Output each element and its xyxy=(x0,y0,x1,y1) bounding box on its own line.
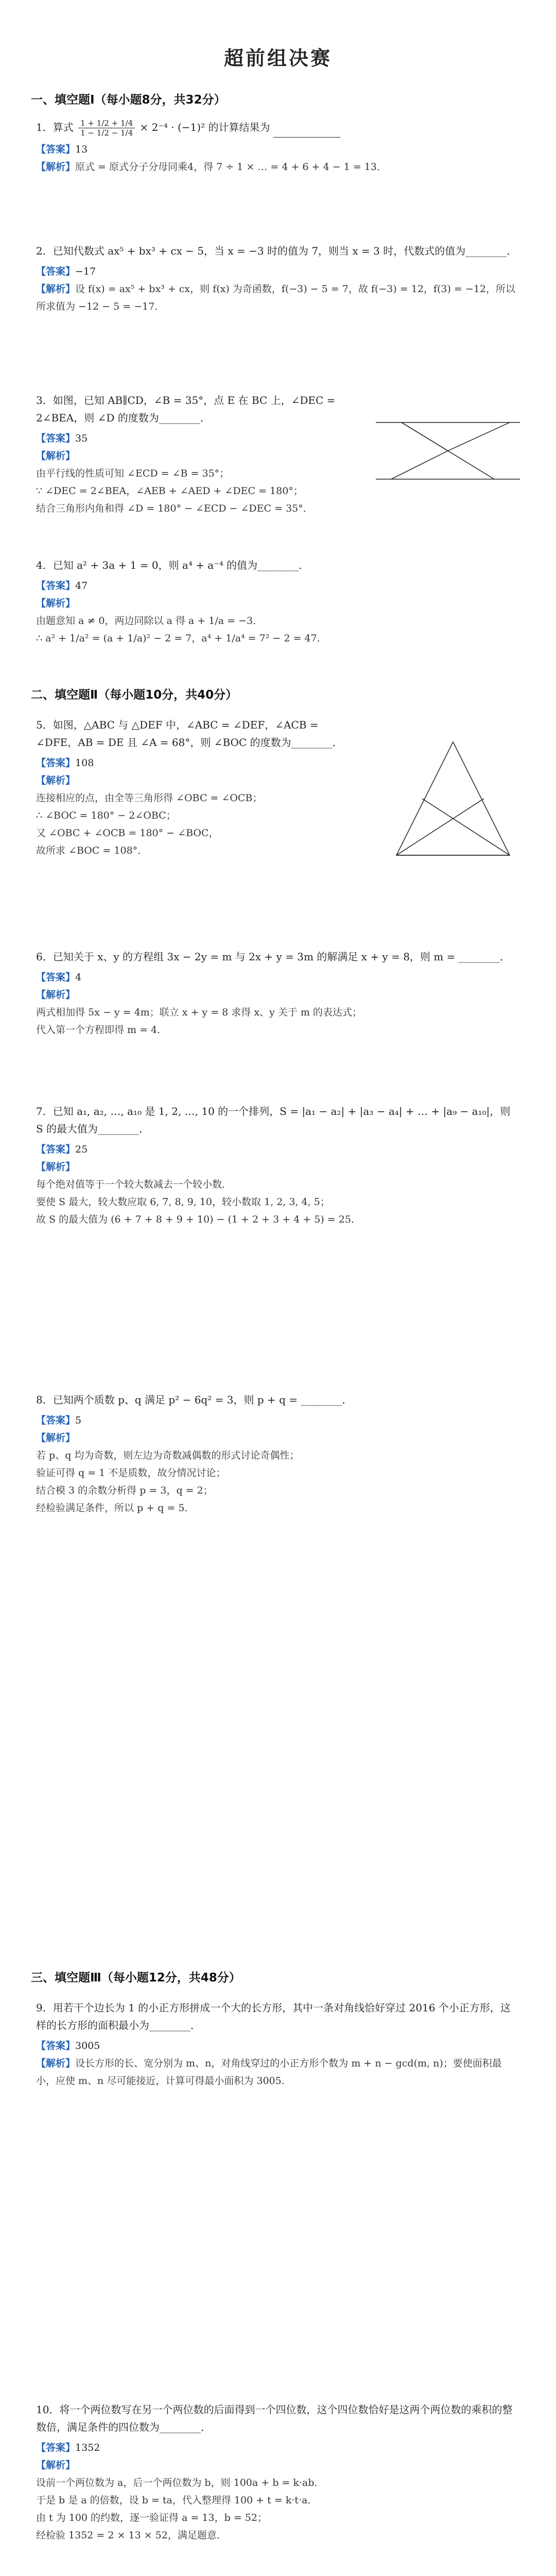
q7-explanation-line: 每个绝对值等于一个较大数减去一个较小数． xyxy=(36,1179,232,1190)
q8-explanation-line: 经检验满足条件，所以 p + q = 5． xyxy=(36,1502,195,1514)
q3-answer: 35 xyxy=(75,433,88,444)
q8-explanation-line: 若 p、q 均为奇数，则左边为奇数减偶数的形式讨论奇偶性； xyxy=(36,1450,300,1461)
q8-answer: 5 xyxy=(75,1415,82,1426)
q10-explanation-line: 于是 b 是 a 的倍数，设 b = ta，代入整理得 100 + t = k·t·a． xyxy=(36,2495,318,2506)
q3-explanation-line: ∵ ∠DEC = 2∠BEA，∠AEB + ∠AED + ∠DEC = 180°； xyxy=(36,485,303,497)
q3-explanation-label: 【解析】 xyxy=(36,450,76,462)
q10-explanation-line: 经检验 1352 = 2 × 13 × 52，满足题意． xyxy=(36,2530,227,2541)
q1-answer: 13 xyxy=(75,144,88,155)
q7-explanation-line: 要使 S 最大，较大数应取 6, 7, 8, 9, 10，较小数取 1, 2, 3, 4, 5； xyxy=(36,1196,330,1208)
q5-stem: 5．如图，△ABC 与 △DEF 中，∠ABC = ∠DEF，∠ACB = ∠DFE，AB = DE 且 ∠A = 68°，则 ∠BOC 的度数为________． xyxy=(36,719,343,749)
q2-answer-label: 【答案】 xyxy=(36,266,76,277)
q1-fraction-denominator: 1 − 1/2 − 1/4 xyxy=(80,128,133,138)
q1-stem-suffix: × 2⁻⁴ · (−1)² 的计算结果为 xyxy=(140,121,270,133)
q6-explanation-label: 【解析】 xyxy=(36,989,76,1001)
q3-explanation-line: 结合三角形内角和得 ∠D = 180° − ∠ECD − ∠DEC = 35°． xyxy=(36,503,313,514)
q5-answer-label: 【答案】 xyxy=(36,757,76,769)
q4-answer-label: 【答案】 xyxy=(36,580,76,591)
question-10 xyxy=(36,2401,520,2544)
q8-explanation-line: 结合模 3 的余数分析得 p = 3，q = 2； xyxy=(36,1485,213,1496)
section-heading-2: 二、填空题Ⅱ（每小题10分，共40分） xyxy=(31,688,238,702)
question-7 xyxy=(36,1103,520,1228)
section-heading-1: 一、填空题Ⅰ（每小题8分，共32分） xyxy=(31,93,226,107)
q4-answer: 47 xyxy=(75,580,88,591)
q6-explanation-line: 代入第一个方程即得 m = 4． xyxy=(36,1024,167,1036)
question-6 xyxy=(36,948,520,1039)
q3-answer-label: 【答案】 xyxy=(36,433,76,444)
q4-stem: 4．已知 a² + 3a + 1 = 0，则 a⁴ + a⁻⁴ 的值为________． xyxy=(36,559,309,571)
q3-geometry-figure xyxy=(371,407,525,495)
q1-fraction xyxy=(78,118,135,138)
q7-answer-label: 【答案】 xyxy=(36,1144,76,1155)
q9-explanation: 设长方形的长、宽分别为 m、n，对角线穿过的小正方形个数为 m + n − gcd(m, n)；要使面积最小，应使 m、n 尽可能接近，计算可得最小面积为 3005． xyxy=(36,2058,502,2087)
q1-explanation: 原式 = 原式分子分母同乘4，得 7 ÷ 1 × … = 4 + 6 + 4 − 1 = 13． xyxy=(75,161,387,173)
q10-explanation-line: 由 t 为 100 的约数，逐一验证得 a = 13，b = 52； xyxy=(36,2512,267,2523)
question-3 xyxy=(36,392,355,517)
question-2 xyxy=(36,242,520,315)
q5-explanation-line: 故所求 ∠BOC = 108°． xyxy=(36,845,148,856)
q5-explanation-line: 连接相应的点，由全等三角形得 ∠OBC = ∠OCB； xyxy=(36,792,263,804)
section-heading-3: 三、填空题Ⅲ（每小题12分，共48分） xyxy=(31,1971,241,1985)
q5-geometry-figure xyxy=(381,732,525,866)
q10-explanation-line: 设前一个两位数为 a，后一个两位数为 b，则 100a + b = k·ab． xyxy=(36,2477,324,2488)
q5-explanation-line: ∴ ∠BOC = 180° − 2∠OBC； xyxy=(36,810,176,821)
q2-explanation-label: 【解析】 xyxy=(36,283,76,295)
q8-answer-label: 【答案】 xyxy=(36,1415,76,1426)
q6-stem: 6．已知关于 x、y 的方程组 3x − 2y = m 与 2x + y = 3m 的解满足 x + y = 8，则 m = ________． xyxy=(36,951,510,963)
q9-answer-label: 【答案】 xyxy=(36,2040,76,2052)
q1-answer-label: 【答案】 xyxy=(36,144,76,155)
q9-explanation-label: 【解析】 xyxy=(36,2058,76,2069)
q2-answer: −17 xyxy=(75,266,96,277)
question-4 xyxy=(36,556,520,647)
q5-explanation-line: 又 ∠OBC + ∠OCB = 180° − ∠BOC， xyxy=(36,827,219,839)
q3-stem: 3．如图，已知 AB∥CD，∠B = 35°，点 E 在 BC 上，∠DEC = 2∠BEA，则 ∠D 的度数为________． xyxy=(36,394,336,424)
page-title: 超前组决赛 xyxy=(223,47,332,70)
q6-answer: 4 xyxy=(75,972,82,983)
q4-explanation-label: 【解析】 xyxy=(36,598,76,609)
q2-explanation: 设 f(x) = ax⁵ + bx³ + cx，则 f(x) 为奇函数，f(−3) − 5 = 7，故 f(−3) = 12，f(3) = −12，所以所求值为 −12 − 5 = −17． xyxy=(36,283,515,312)
q4-explanation-line: 由题意知 a ≠ 0，两边同除以 a 得 a + 1/a = −3． xyxy=(36,615,263,626)
q2-stem: 2．已知代数式 ax⁵ + bx³ + cx − 5，当 x = −3 时的值为 7，则当 x = 3 时，代数式的值为________． xyxy=(36,245,517,257)
q8-explanation-line: 验证可得 q = 1 不是质数，故分情况讨论； xyxy=(36,1467,226,1479)
q1-answer-blank xyxy=(273,127,340,138)
q3-explanation-line: 由平行线的性质可知 ∠ECD = ∠B = 35°； xyxy=(36,468,230,479)
q8-stem: 8．已知两个质数 p、q 满足 p² − 6q² = 3，则 p + q = ________． xyxy=(36,1394,353,1406)
q8-explanation-label: 【解析】 xyxy=(36,1432,76,1444)
q9-answer: 3005 xyxy=(75,2040,100,2052)
q10-explanation-label: 【解析】 xyxy=(36,2460,76,2471)
q1-fraction-numerator: 1 + 1/2 + 1/4 xyxy=(78,118,135,128)
q1-stem-prefix: 1．算式 xyxy=(36,121,74,133)
q10-stem: 10．将一个两位数写在另一个两位数的后面得到一个四位数，这个四位数恰好是这两个两位数的乘积的整数倍，满足条件的四位数为________． xyxy=(36,2403,513,2433)
question-9 xyxy=(36,1999,520,2090)
question-5 xyxy=(36,716,355,859)
q7-explanation-label: 【解析】 xyxy=(36,1161,76,1173)
q5-answer: 108 xyxy=(75,757,94,769)
q6-answer-label: 【答案】 xyxy=(36,972,76,983)
question-8 xyxy=(36,1391,520,1517)
q7-stem: 7．已知 a₁, a₂, …, a₁₀ 是 1, 2, …, 10 的一个排列，S = |a₁ − a₂| + |a₃ − a₄| + … + |a₉ − a₁₀|，则 S 的最大值为________． xyxy=(36,1105,511,1135)
q10-answer-label: 【答案】 xyxy=(36,2442,76,2453)
q6-explanation-line: 两式相加得 5x − y = 4m；联立 x + y = 8 求得 x、y 关于 m 的表达式； xyxy=(36,1007,362,1018)
q7-answer: 25 xyxy=(75,1144,88,1155)
q7-explanation-line: 故 S 的最大值为 (6 + 7 + 8 + 9 + 10) − (1 + 2 + 3 + 4 + 5) = 25． xyxy=(36,1214,361,1225)
q1-explanation-label: 【解析】 xyxy=(36,161,76,173)
question-1 xyxy=(36,118,520,176)
q10-answer: 1352 xyxy=(75,2442,100,2453)
q9-stem: 9．用若干个边长为 1 的小正方形拼成一个大的长方形，其中一条对角线恰好穿过 2016 个小正方形，这样的长方形的面积最小为________． xyxy=(36,2002,511,2031)
q4-explanation-line: ∴ a² + 1/a² = (a + 1/a)² − 2 = 7，a⁴ + 1/a⁴ = 7² − 2 = 47． xyxy=(36,633,327,644)
q5-explanation-label: 【解析】 xyxy=(36,775,76,786)
